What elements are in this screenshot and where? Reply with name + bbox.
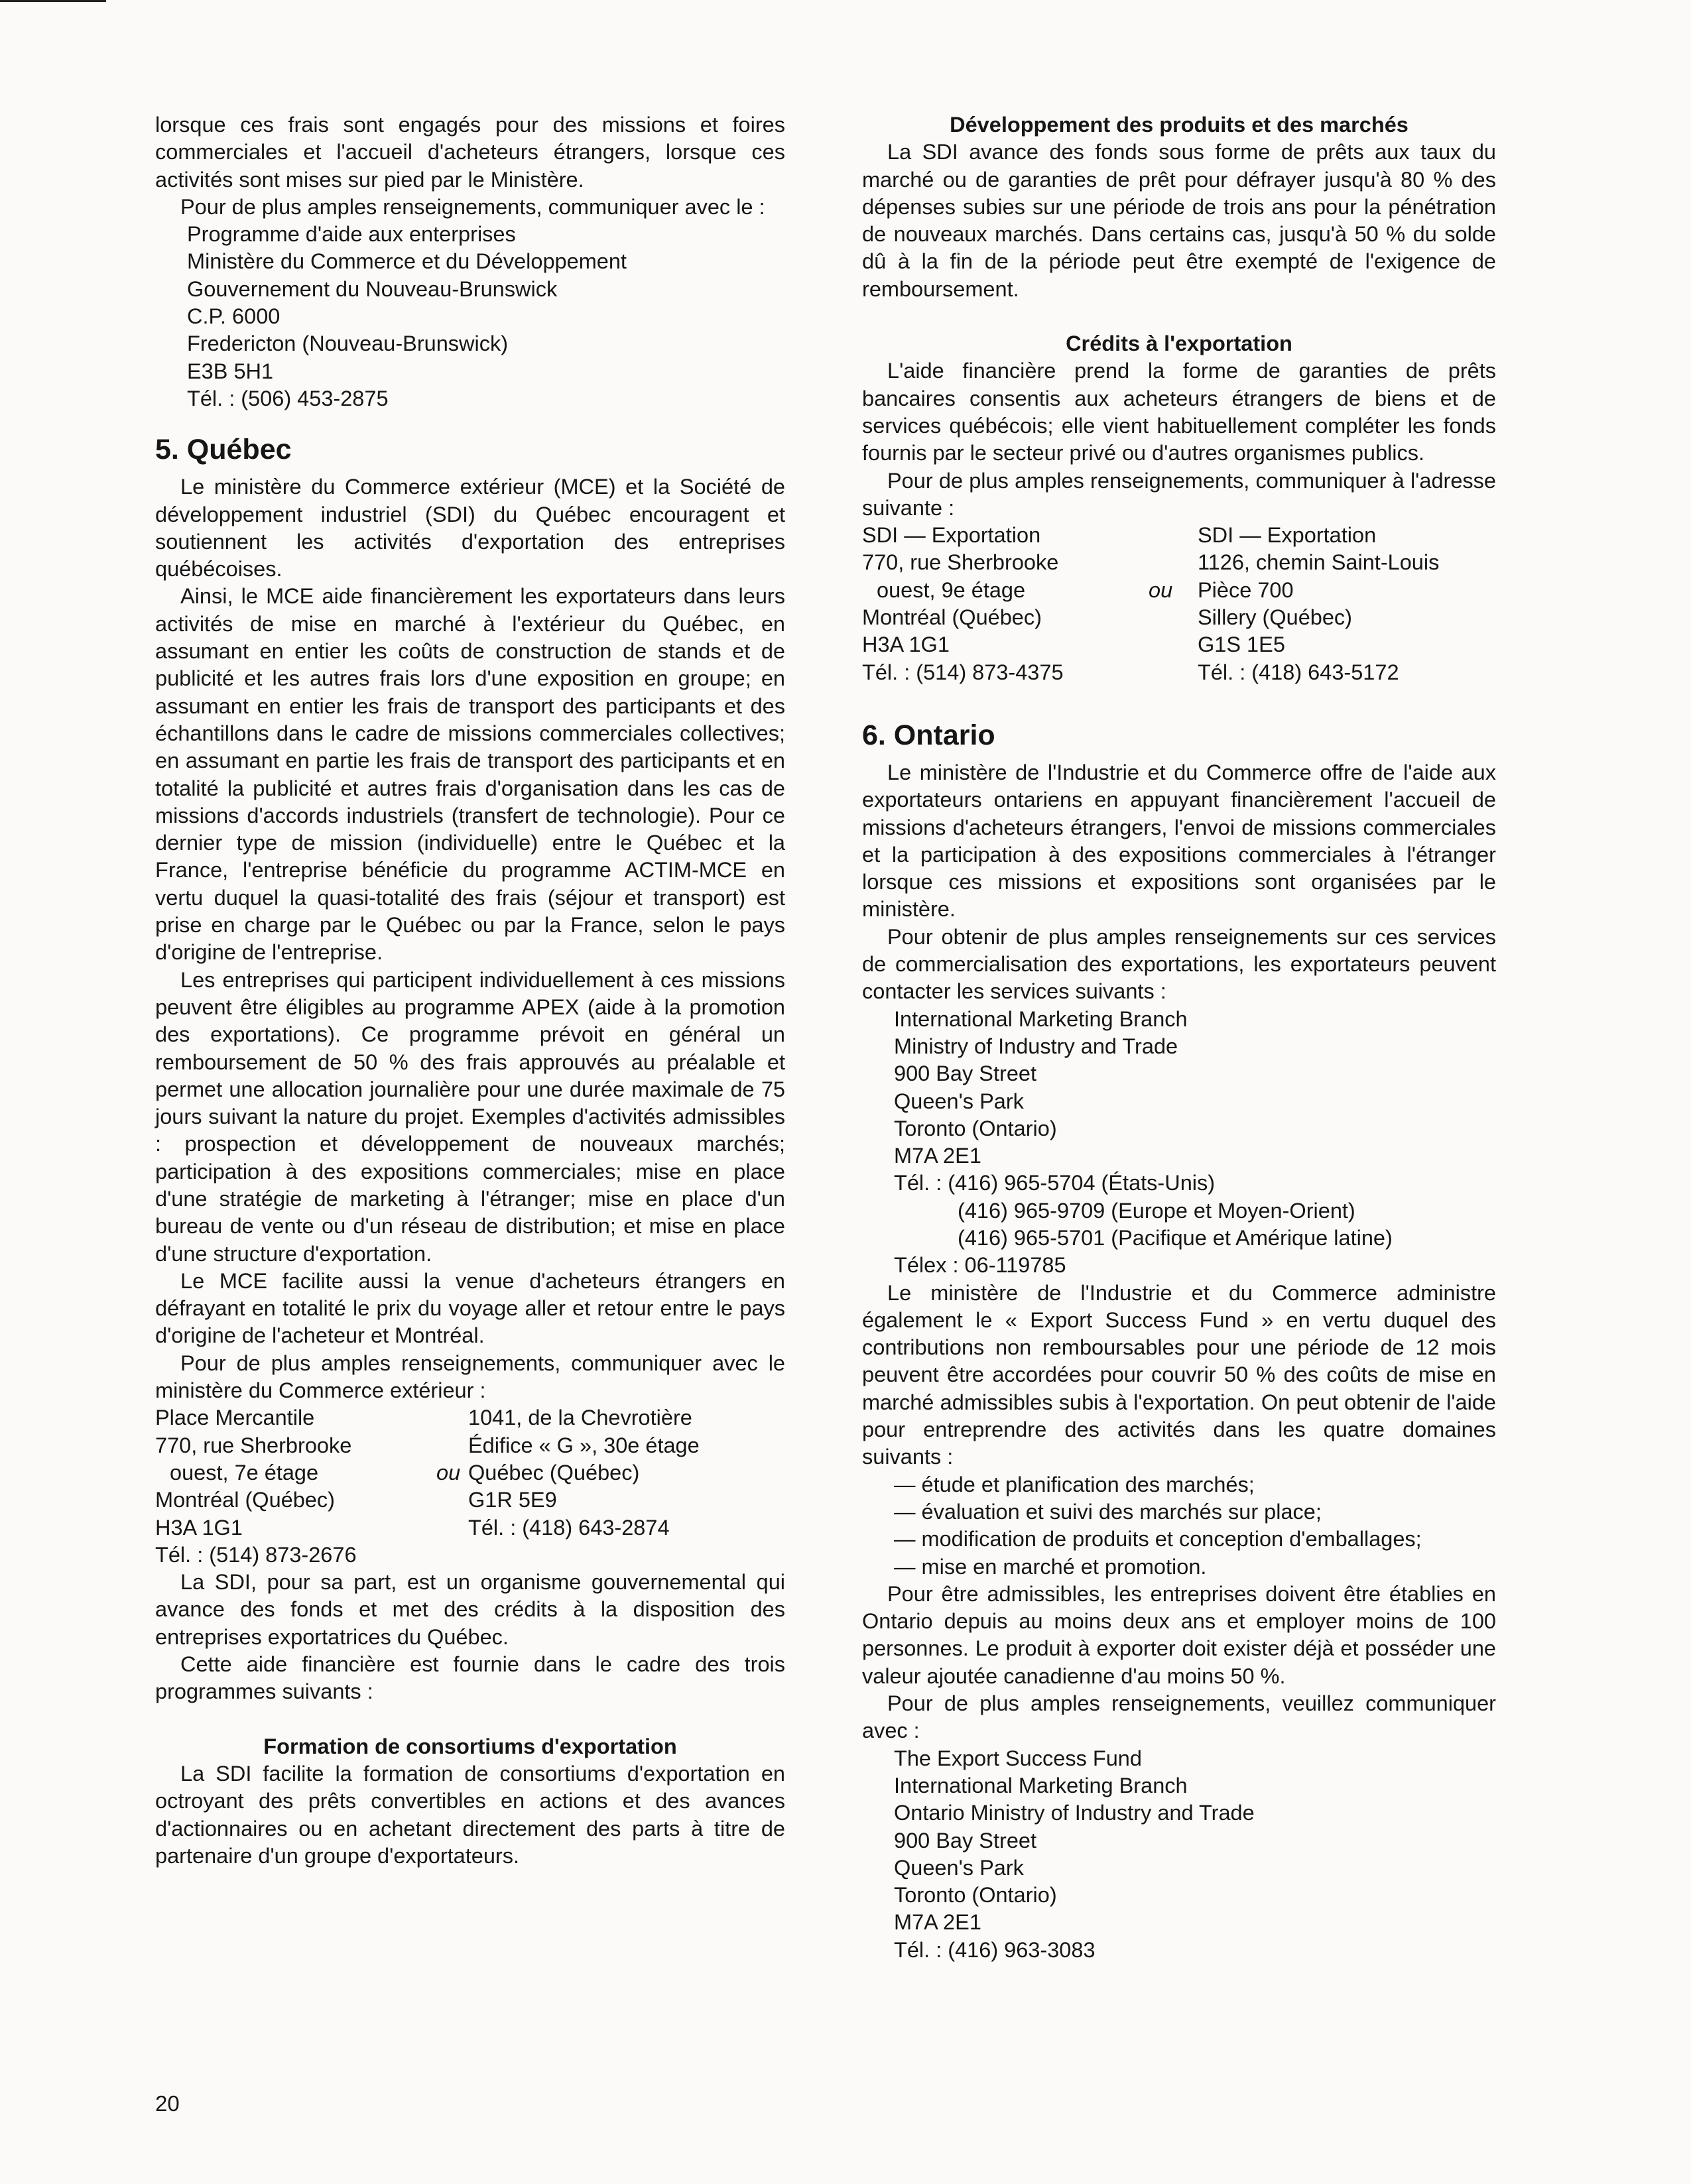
address-line: G1R 5E9 <box>468 1488 557 1512</box>
list-item: — mise en marché et promotion. <box>894 1554 1207 1579</box>
address-line: Toronto (Ontario) <box>894 1883 1057 1908</box>
address-line: Programme d'aide aux enterprises <box>187 222 516 247</box>
paragraph: Ainsi, le MCE aide financièrement les exportateurs dans leurs activités de mise en marché à l'extérieur du Québec, en assumant en entier les coûts de construction de stands et de publicité et les autres frais lors d'une exposition en groupe; en assumant en entier les frais de transport des participants et des échantillons dans le cadre de missions commerciales collectives; en assumant en partie les frais de transport des participants et en totalité la publicité et autres frais d'organisation dans les cas de missions d'accords industriels (transfert de technologie). Pour ce dernier type de mission (individuelle) entre le Québec et la France, l'entreprise bénéficie du programme ACTIM-MCE en vertu duquel la quasi-totalité des frais (séjour et transport) est prise en charge par le Québec ou par la France, selon le pays d'origine de l'entreprise. <box>155 584 785 965</box>
paragraph: Le ministère du Commerce extérieur (MCE) et la Société de développement industriel (SDI) du Québec encouragent et soutiennent les activités d'exportation des entreprises québécoises. <box>155 475 785 581</box>
paragraph: Le ministère de l'Industrie et du Commerce administre également le « Export Success Fund » en vertu duquel des contributions non remboursables pour une période de 12 mois peuvent être accordées pour couvrir 50 % des coûts de mise en marché admissibles subis à l'exportation. On peut obtenir de l'aide pour entreprendre des activités dans les quatre domaines suivants : <box>862 1280 1496 1469</box>
address-line: International Marketing Branch <box>894 1006 1188 1031</box>
paragraph: Pour de plus amples renseignements, communiquer avec le : <box>180 194 765 219</box>
phone-line: (416) 965-9709 (Europe et Moyen-Orient) <box>958 1198 1355 1223</box>
subheading-credits: Crédits à l'exportation <box>1066 332 1292 356</box>
address-line: 1126, chemin Saint-Louis <box>1198 550 1440 575</box>
address-line: Tél. : (416) 963-3083 <box>894 1937 1096 1962</box>
or-connector: ou <box>1149 577 1173 602</box>
address-line: C.P. 6000 <box>187 304 281 329</box>
section-heading-quebec: 5. Québec <box>155 434 292 466</box>
address-line: 900 Bay Street <box>894 1828 1036 1852</box>
address-line: Place Mercantile <box>155 1406 315 1430</box>
list-item: — évaluation et suivi des marchés sur place; <box>894 1499 1322 1524</box>
address-line: E3B 5H1 <box>187 359 274 383</box>
address-line: The Export Success Fund <box>894 1746 1142 1770</box>
address-line: Ontario Ministry of Industry and Trade <box>894 1801 1255 1825</box>
paragraph: La SDI, pour sa part, est un organisme gouvernemental qui avance des fonds et met des crédits à la disposition des entreprises exportatrices du Québec. <box>155 1570 785 1649</box>
address-line: International Marketing Branch <box>894 1773 1188 1797</box>
address-line: ouest, 9e étage <box>877 577 1026 602</box>
nb-address <box>155 221 785 412</box>
mce-addresses <box>155 1404 785 1569</box>
paragraph: Cette aide financière est fournie dans le cadre des trois programmes suivants : <box>155 1652 785 1704</box>
phone-line: (416) 965-5701 (Pacifique et Amérique latine) <box>958 1225 1393 1250</box>
address-line: Québec (Québec) <box>468 1460 640 1485</box>
paragraph: Les entreprises qui participent individuellement à ces missions peuvent être éligibles au programme APEX (aide à la promotion des exportations). Ce programme prévoit en général un remboursement de 50 % des frais approuvés au préalable et permet une allocation journalière pour une durée maximale de 75 jours suivant la nature du projet. Exemples d'activités admissibles : prospection et développement de nouveaux marchés; participation à des expositions commerciales; mise en place d'une stratégie de marketing à l'étranger; mise en place d'un bureau de vente ou d'un réseau de distribution; et mise en place d'une structure d'exportation. <box>155 967 785 1266</box>
list-item: — étude et planification des marchés; <box>894 1472 1255 1496</box>
paragraph: Pour obtenir de plus amples renseignements sur ces services de commercialisation des exportations, les exportateurs peuvent contacter les services suivants : <box>862 924 1496 1004</box>
address-line: H3A 1G1 <box>155 1515 243 1540</box>
address-line: Édifice « G », 30e étage <box>468 1433 700 1457</box>
paragraph: Pour de plus amples renseignements, communiquer avec le ministère du Commerce extérieur : <box>155 1351 785 1403</box>
address-line: M7A 2E1 <box>894 1910 981 1935</box>
paragraph: Pour de plus amples renseignements, veuillez communiquer avec : <box>862 1691 1496 1743</box>
sdi-addresses <box>862 522 1496 686</box>
address-line: 900 Bay Street <box>894 1062 1036 1086</box>
paragraph: Pour de plus amples renseignements, communiquer à l'adresse suivante : <box>862 468 1496 520</box>
address-line: M7A 2E1 <box>894 1144 981 1168</box>
address-line: Gouvernement du Nouveau-Brunswick <box>187 276 558 301</box>
paragraph: L'aide financière prend la forme de garanties de prêts bancaires consentis aux acheteurs étrangers de biens et de services québécois; elle vient habituellement compléter les fonds fournis par le secteur privé ou d'autres organismes publics. <box>862 359 1496 465</box>
address-line: Tél. : (418) 643-2874 <box>468 1515 670 1540</box>
paragraph: Le ministère de l'Industrie et du Commerce offre de l'aide aux exportateurs ontariens en appuyant financièrement l'accueil de missions d'acheteurs étrangers, l'envoi de missions commerciales et la participation à des expositions commerciales à l'étranger lorsque ces missions et expositions sont organisées par le ministère. <box>862 760 1496 922</box>
address-line: SDI — Exportation <box>862 523 1041 548</box>
phone-line: Tél. : (416) 965-5704 (États-Unis) <box>894 1171 1216 1195</box>
paragraph: lorsque ces frais sont engagés pour des missions et foires commerciales et l'accueil d'acheteurs étrangers, lorsque ces activités sont mises sur pied par le Ministère. <box>155 113 785 192</box>
imb-address <box>862 1006 1496 1280</box>
address-line: Sillery (Québec) <box>1198 605 1352 630</box>
address-line: Ministry of Industry and Trade <box>894 1034 1178 1058</box>
address-line: Fredericton (Nouveau-Brunswick) <box>187 332 509 356</box>
address-line: Tél. : (514) 873-4375 <box>862 660 1064 684</box>
top-rule <box>0 0 106 2</box>
address-line: Montréal (Québec) <box>155 1488 335 1512</box>
address-line: Tél. : (418) 643-5172 <box>1198 660 1399 684</box>
address-line: 1041, de la Chevrotière <box>468 1406 692 1430</box>
address-line: Queen's Park <box>894 1855 1024 1880</box>
paragraph: La SDI avance des fonds sous forme de prêts aux taux du marché ou de garanties de prêt pour défrayer jusqu'à 80 % des dépenses subies sur une période de trois ans pour la pénétration de nouveaux marchés. Dans certains cas, jusqu'à 50 % du solde dû à la fin de la période peut être exempté de l'exigence de remboursement. <box>862 140 1496 301</box>
address-line: 770, rue Sherbrooke <box>155 1433 352 1457</box>
activity-list <box>862 1471 1496 1581</box>
address-line: Pièce 700 <box>1198 577 1294 602</box>
address-line: Tél. : (506) 453-2875 <box>187 386 389 410</box>
address-line: Toronto (Ontario) <box>894 1116 1057 1140</box>
telex-line: Télex : 06-119785 <box>894 1253 1066 1278</box>
esf-address <box>862 1745 1496 1964</box>
address-line: G1S 1E5 <box>1198 633 1285 657</box>
address-line: Ministère du Commerce et du Développement <box>187 249 627 274</box>
paragraph: Le MCE facilite aussi la venue d'acheteurs étrangers en défrayant en totalité le prix du voyage aller et retour entre le pays d'origine de l'acheteur et Montréal. <box>155 1268 785 1348</box>
paragraph: La SDI facilite la formation de consortiums d'exportation en octroyant des prêts convertibles en actions et des avances d'actionnaires ou en achetant directement des parts à titre de partenaire d'un groupe d'exportateurs. <box>155 1761 785 1868</box>
address-line: Montréal (Québec) <box>862 605 1042 630</box>
address-line: ouest, 7e étage <box>170 1460 319 1485</box>
list-item: — modification de produits et conception d'emballages; <box>894 1527 1422 1551</box>
subheading-development: Développement des produits et des marchés <box>950 113 1409 137</box>
left-column <box>155 111 785 1870</box>
address-line: Queen's Park <box>894 1089 1024 1113</box>
right-column <box>862 111 1496 1964</box>
address-line: SDI — Exportation <box>1198 523 1377 548</box>
address-line: 770, rue Sherbrooke <box>862 550 1059 575</box>
subheading-consortiums: Formation de consortiums d'exportation <box>263 1734 677 1758</box>
or-connector: ou <box>436 1460 461 1485</box>
paragraph: Pour être admissibles, les entreprises doivent être établies en Ontario depuis au moins deux ans et employer moins de 100 personnes. Le produit à exporter doit exister déjà et posséder une valeur ajoutée canadienne d'au moins 50 %. <box>862 1581 1496 1688</box>
section-heading-ontario: 6. Ontario <box>862 719 995 751</box>
address-line: H3A 1G1 <box>862 633 950 657</box>
address-line: Tél. : (514) 873-2676 <box>155 1542 357 1567</box>
page-number: 20 <box>155 2091 180 2116</box>
